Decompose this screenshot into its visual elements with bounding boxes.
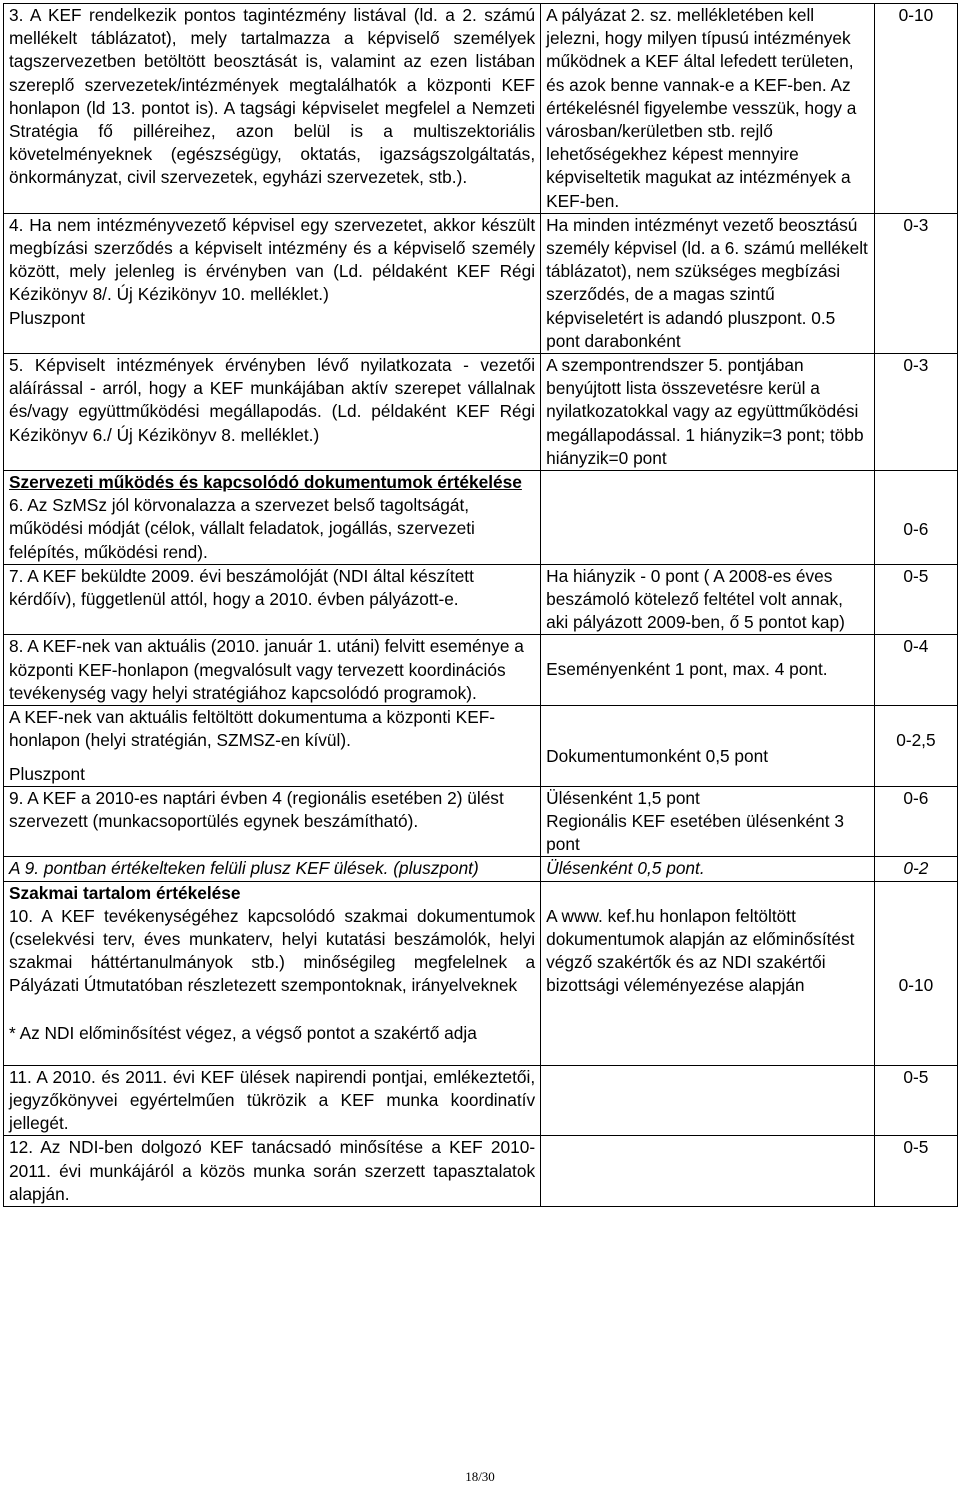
points-cell bbox=[874, 471, 957, 565]
note-cell bbox=[541, 471, 875, 565]
note-line: Ülésenként 1,5 pont bbox=[546, 787, 700, 808]
points-cell bbox=[874, 881, 957, 1065]
points-value: 0-3 bbox=[903, 214, 929, 235]
points-value: 0-2,5 bbox=[896, 730, 936, 751]
criterion-cell bbox=[4, 213, 541, 353]
points-value: 0-3 bbox=[903, 355, 929, 376]
criterion-text: 12. Az NDI-ben dolgozó KEF tanácsadó minősítése a KEF 2010-2011. évi munkájáról a közös munka során szerzett tapasztalatok alapján. bbox=[9, 1137, 536, 1204]
points-cell bbox=[874, 786, 957, 857]
note-text: Eseményenként 1 pont, max. 4 pont. bbox=[546, 659, 828, 680]
page-number: 18/30 bbox=[465, 1469, 495, 1484]
criterion-text: 7. A KEF beküldte 2009. évi beszámolóját (NDI által készített kérdőív), függetlenül attól, hogy a 2010. évben pályázott-e. bbox=[9, 565, 474, 610]
table-row bbox=[4, 786, 958, 857]
table-row bbox=[4, 471, 958, 565]
table-row bbox=[4, 881, 958, 1065]
criterion-text: 5. Képviselt intézmények érvényben lévő nyilatkozata - vezetői aláírással - arról, hogy a KEF munkájában aktív szerepet vállalnak és/vagy együttműködési megállapodás. (Ld. példaként KEF Régi Kézikönyv 6./ Új Kézikönyv 8. melléklet.) bbox=[9, 355, 536, 445]
points-value: 0-6 bbox=[903, 518, 929, 539]
note-cell bbox=[541, 1065, 875, 1136]
criterion-text: 6. Az SzMSz jól körvonalazza a szervezet belső tagoltságát, működési módját (célok, vállalt feladatok, jogállás, szervezeti felépítés, működési rend). bbox=[9, 495, 475, 562]
note-cell bbox=[541, 635, 875, 706]
pluszpont-label: Pluszpont bbox=[9, 763, 85, 784]
criterion-cell bbox=[4, 786, 541, 857]
note-text: Ülésenként 0,5 pont. bbox=[546, 858, 705, 879]
criterion-cell bbox=[4, 857, 541, 881]
criterion-text: 3. A KEF rendelkezik pontos tagintézmény listával (ld. a 2. számú mellékelt táblázatot), mely tartalmazza a képviselő személyek tagszervezetben betöltött beosztását is, valamint az ezen listában szereplő szervezetek/intézmények megtalálhatók a központi KEF honlapon (ld 13. pontot is). bbox=[9, 5, 536, 118]
note-text: A www. kef.hu honlapon feltöltött dokumentumok alapján az előminősítést végző szakértők és az NDI szakértői bizottsági véleményezése alapján bbox=[546, 905, 855, 996]
note-cell bbox=[541, 213, 875, 353]
points-cell bbox=[874, 1136, 957, 1207]
evaluation-table bbox=[3, 3, 958, 1207]
points-cell bbox=[874, 1065, 957, 1136]
note-cell bbox=[541, 4, 875, 214]
points-cell bbox=[874, 4, 957, 214]
criterion-cell bbox=[4, 706, 541, 787]
footnote-text: * Az NDI előminősítést végez, a végső pontot a szakértő adja bbox=[9, 1022, 477, 1043]
note-cell bbox=[541, 786, 875, 857]
table-row bbox=[4, 635, 958, 706]
points-cell bbox=[874, 564, 957, 635]
criterion-cell bbox=[4, 1136, 541, 1207]
points-value: 0-10 bbox=[898, 5, 934, 25]
note-text: Dokumentumonként 0,5 pont bbox=[546, 746, 769, 767]
criterion-text: 10. A KEF tevékenységéhez kapcsolódó szakmai dokumentumok (cselekvési terv, éves munkaterv, helyi kutatási beszámolók, helyi szakmai háttértanulmányok stb.) minőségileg megfelelnek a Pályázati Útmutatóban részletezett szempontoknak, irányelveknek bbox=[9, 905, 536, 996]
note-text: Ha minden intézményt vezető beosztású személy képvisel (ld. a 6. számú mellékelt táblázatot), nem szükséges megbízási szerződés, de a magas szintű képviseletért is adandó pluszpont. 0.5 pont darabonként bbox=[546, 214, 868, 351]
table-row bbox=[4, 354, 958, 471]
criterion-cell bbox=[4, 354, 541, 471]
note-text: A pályázat 2. sz. mellékletében kell jelezni, hogy milyen típusú intézmények működnek a KEF által lefedett területen, és azok benne vannak-e a KEF-ben. Az értékelésnél figyelembe vesszük, hogy a városban/kerületben stb. rejlő lehetőségekhez képest mennyire képviseltetik magukat az intézmények a KEF-ben. bbox=[546, 5, 857, 211]
points-value: 0-5 bbox=[903, 1066, 929, 1087]
note-cell bbox=[541, 564, 875, 635]
points-value: 0-4 bbox=[903, 636, 929, 657]
section-heading: Szakmai tartalom értékelése bbox=[9, 882, 241, 903]
points-value: 0-10 bbox=[898, 974, 934, 995]
points-value: 0-5 bbox=[903, 565, 929, 586]
note-cell bbox=[541, 857, 875, 881]
points-cell bbox=[874, 213, 957, 353]
points-value: 0-5 bbox=[903, 1137, 929, 1158]
points-cell bbox=[874, 354, 957, 471]
criterion-cell bbox=[4, 635, 541, 706]
criterion-text: 11. A 2010. és 2011. évi KEF ülések napirendi pontjai, emlékeztetői, jegyzőkönyvei egyértelműen tükrözik a KEF munka koordinatív jellegét. bbox=[9, 1066, 536, 1134]
criterion-text: 4. Ha nem intézményvezető képvisel egy szervezetet, akkor készült megbízási szerződés a képviselt intézmény és a képviselő személy között, mely jelenleg is érvényben van (Ld. példaként KEF Régi Kézikönyv 8/. Új Kézikönyv 10. melléklet.) bbox=[9, 214, 536, 305]
criterion-cell bbox=[4, 564, 541, 635]
criterion-text: 9. A KEF a 2010-es naptári évben 4 (regionális esetében 2) ülést szervezett (munkacsoportülés egynek beszámítható). bbox=[9, 787, 504, 831]
criterion-cell bbox=[4, 881, 541, 1065]
section-heading: Szervezeti működés és kapcsolódó dokumentumok értékelése bbox=[9, 472, 522, 493]
points-cell bbox=[874, 706, 957, 787]
table-row bbox=[4, 564, 958, 635]
note-cell bbox=[541, 354, 875, 471]
note-cell bbox=[541, 706, 875, 787]
note-cell bbox=[541, 881, 875, 1065]
criterion-cell bbox=[4, 4, 541, 214]
note-text: Ha hiányzik - 0 pont ( A 2008-es éves beszámoló kötelező feltétel volt annak, aki pályázott 2009-ben, ő 5 pontot kap) bbox=[546, 565, 845, 633]
criterion-text: A KEF-nek van aktuális feltöltött dokumentuma a központi KEF-honlapon (helyi stratégián, SZMSZ-en kívül). bbox=[9, 707, 496, 751]
table-row bbox=[4, 857, 958, 881]
table-row bbox=[4, 1065, 958, 1136]
criterion-text: 8. A KEF-nek van aktuális (2010. január 1. utáni) felvitt eseménye a központi KEF-honlapon (megvalósult vagy tervezett koordinációs tevékenység vagy helyi stratégiához kapcsolódó programok). bbox=[9, 636, 524, 703]
points-value: 0-6 bbox=[903, 787, 929, 808]
pluszpont-label: Pluszpont bbox=[9, 307, 85, 328]
points-cell bbox=[874, 857, 957, 881]
points-value: 0-2 bbox=[903, 858, 929, 879]
note-cell bbox=[541, 1136, 875, 1207]
criterion-text: A tagsági képviselet megfelel a Nemzeti Stratégia fő pilléreihez, azon belül is a multiszektoriális követelményeknek (egészségügy, oktatás, igazságszolgáltatás, önkormányzat, civil szervezetek, egyházi szervezetek, stb.). bbox=[9, 97, 536, 188]
table-row bbox=[4, 1136, 958, 1207]
points-cell bbox=[874, 635, 957, 706]
criterion-cell bbox=[4, 471, 541, 565]
criterion-text: A 9. pontban értékelteken felüli plusz KEF ülések. (pluszpont) bbox=[9, 858, 479, 879]
note-line: Regionális KEF esetében ülésenként 3 pont bbox=[546, 810, 844, 855]
table-row bbox=[4, 706, 958, 787]
table-row bbox=[4, 4, 958, 214]
note-text: A szempontrendszer 5. pontjában benyújtott lista összevetésre kerül a nyilatkozatokkal vagy az együttműködési megállapodással. 1 hiányzik=3 pont; több hiányzik=0 pont bbox=[546, 355, 864, 468]
criterion-cell bbox=[4, 1065, 541, 1136]
table-row bbox=[4, 213, 958, 353]
